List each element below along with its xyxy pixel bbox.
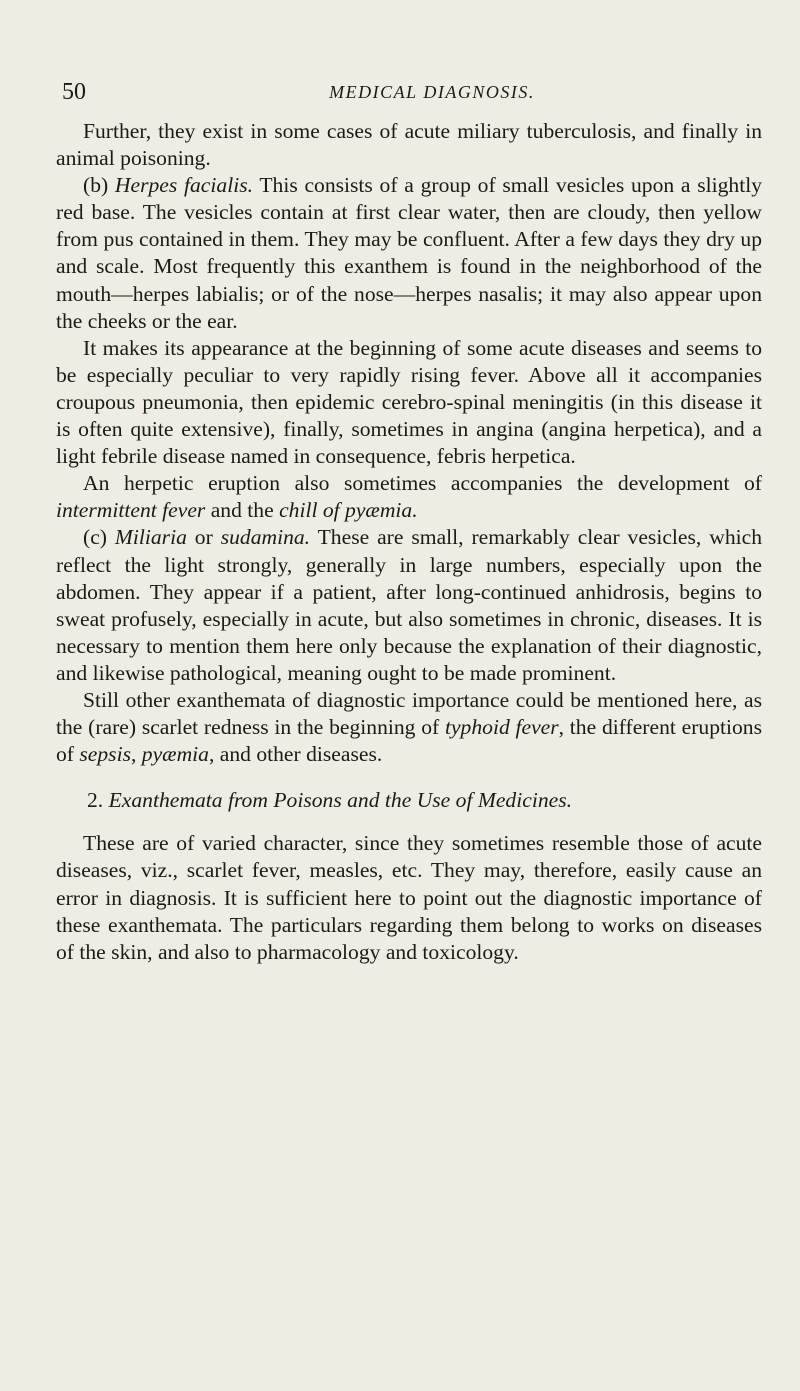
item-label: (c) [83,525,107,550]
paragraph-3: It makes its appearance at the beginning of some acute diseases and seems to be especially peculiar to very rapidly rising fever. Above all it accompanies croupous pneumonia, then epidemic cerebro-spinal meningitis (in this disease it is often quite extensive), finally, sometimes in angina (angina herpetica), and a light febrile disease named in consequence, febris herpetica. [56,335,762,469]
term-pyaemia: pyæmia [141,742,209,767]
body-text [56,118,762,966]
paragraph-6: Still other exanthemata of diagnostic importance could be mentioned here, as the (rare) scarlet redness in the beginning of typhoid fever, the different eruptions of sepsis, pyæmia, and other diseases. [56,687,762,767]
section-number: 2. [87,788,104,813]
paragraph-1: Further, they exist in some cases of acute miliary tuberculosis, and finally in animal poisoning. [56,119,762,171]
term-miliaria: Miliaria [114,525,187,550]
item-label: (b) [83,173,109,198]
term-sudamina: sudamina. [220,525,311,550]
term-sepsis: sepsis [79,742,131,767]
term-chill-of-pyaemia: chill of pyæmia. [279,498,418,523]
section-heading [56,787,762,814]
page-header [62,78,762,106]
paragraph-4: An herpetic eruption also sometimes accompanies the development of intermittent fever and the chill of pyæmia. [56,471,762,523]
paragraph-miliaria: (c) Miliaria or sudamina. These are small, remarkably clear vesicles, which reflect the light strongly, generally in large numbers, especially upon the abdomen. They appear if a patient, after long-continued anhidrosis, begins to sweat profusely, especially in acute, but also sometimes in chronic, diseases. It is necessary to mention them here only because the explanation of their diagnostic, and likewise pathological, meaning ought to be made prominent. [56,525,762,685]
term-herpes-facialis: Herpes facialis. [114,173,253,198]
section-title: Exanthemata from Poisons and the Use of Medicines. [108,788,572,813]
term-intermittent-fever: intermittent fever [56,498,206,523]
term-typhoid-fever: typhoid fever [444,715,559,740]
running-head: MEDICAL DIAGNOSIS. [329,82,535,102]
paragraph-herpes-facialis: (b) Herpes facialis. This consists of a group of small vesicles upon a slightly red base. The vesicles contain at first clear water, then are cloudy, then yellow from pus contained in them. They may be confluent. After a few days they dry up and scale. Most frequently this exanthem is found in the neighborhood of the mouth—herpes labialis; or of the nose—herpes nasalis; it may also appear upon the cheeks or the ear. [56,173,762,333]
page-number: 50 [62,79,86,105]
paragraph-7: These are of varied character, since they sometimes resemble those of acute diseases, viz., scarlet fever, measles, etc. They may, therefore, easily cause an error in diagnosis. It is sufficient here to point out the diagnostic importance of these exanthemata. The particulars regarding them belong to works on diseases of the skin, and also to pharmacology and toxicology. [56,831,762,964]
